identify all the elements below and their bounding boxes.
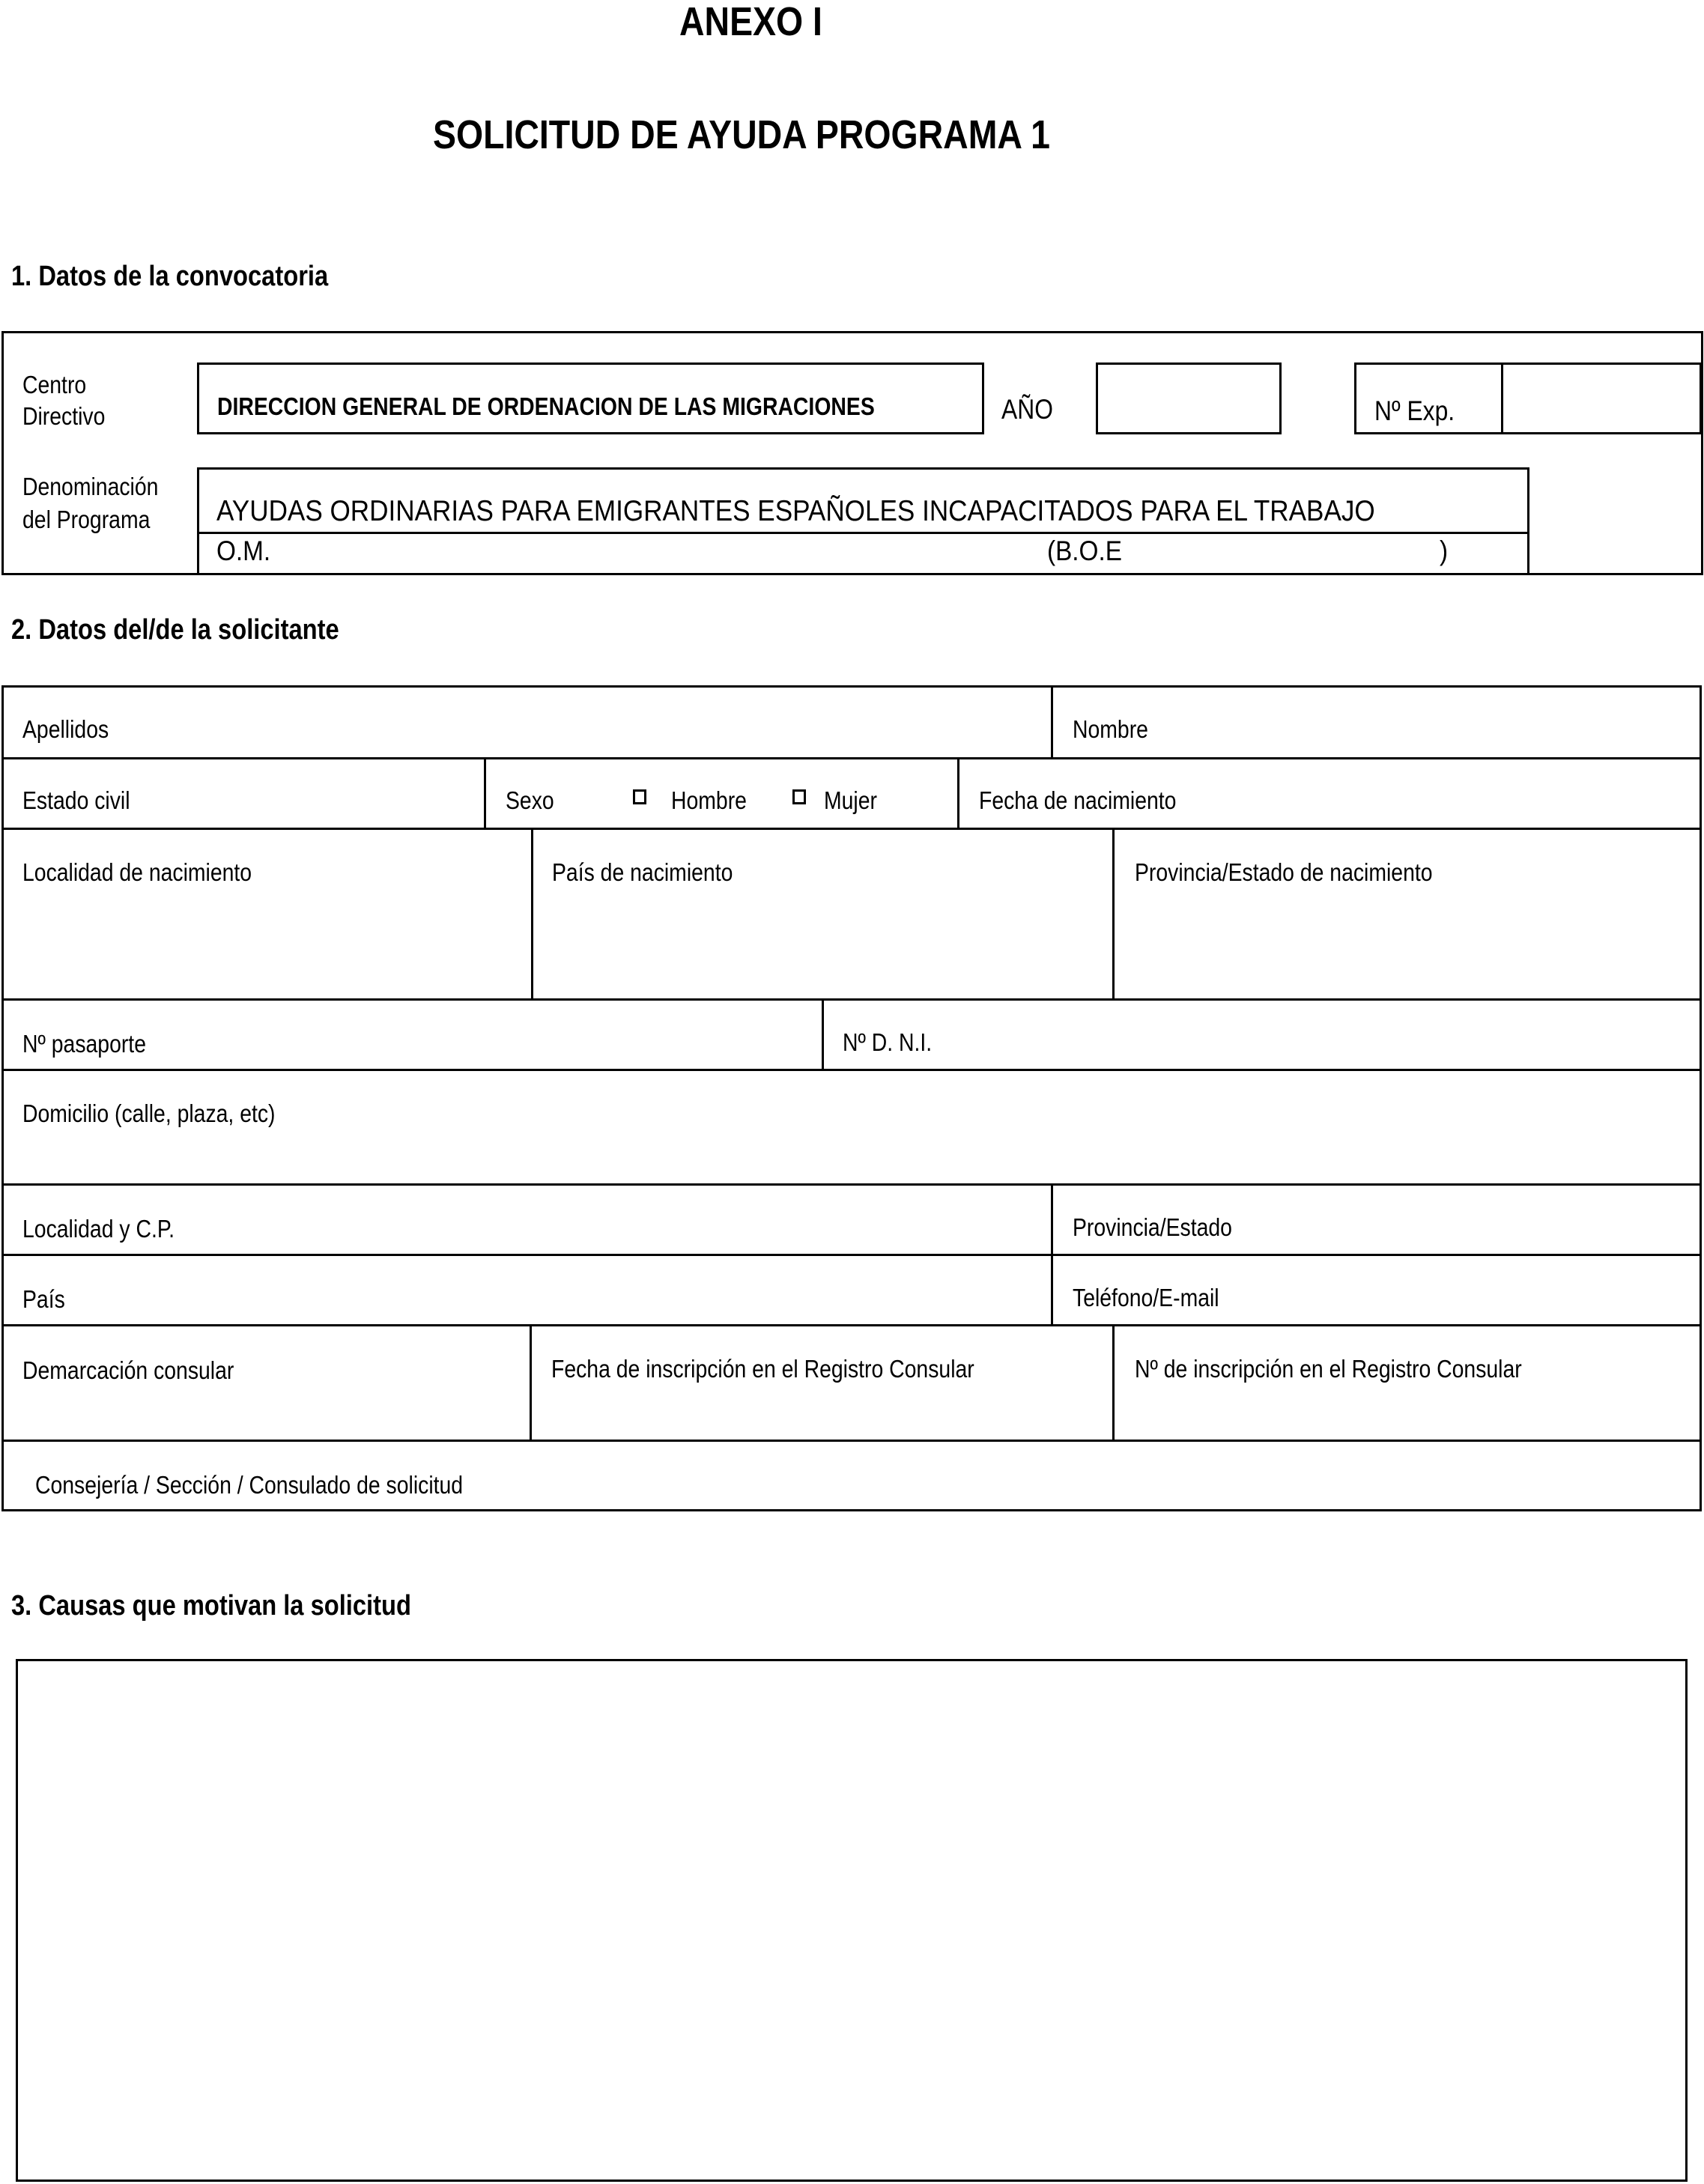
fecha-inscripcion-label: Fecha de inscripción en el Registro Consular — [551, 1355, 974, 1383]
dni-field[interactable] — [824, 1001, 1700, 1069]
causas-textarea[interactable] — [16, 1659, 1688, 2182]
annex-title: ANEXO I — [679, 0, 822, 44]
provincia-label: Provincia/Estado — [1073, 1213, 1232, 1241]
pasaporte-label: Nº pasaporte — [22, 1030, 146, 1058]
domicilio-field[interactable] — [4, 1071, 1700, 1183]
domicilio-label: Domicilio (calle, plaza, etc) — [22, 1099, 276, 1127]
centro-label-1: Centro — [22, 371, 87, 398]
telefono-label: Teléfono/E-mail — [1073, 1284, 1219, 1311]
provincia-nacimiento-field[interactable] — [1115, 830, 1700, 998]
mujer-label: Mujer — [824, 786, 877, 814]
localidad-nacimiento-label: Localidad de nacimiento — [22, 858, 252, 886]
boe-label[interactable]: (B.O.E — [1047, 536, 1122, 566]
pais-field[interactable] — [4, 1256, 1051, 1324]
demarcacion-label: Demarcación consular — [22, 1356, 234, 1384]
localidad-cp-label: Localidad y C.P. — [22, 1215, 175, 1243]
dni-label: Nº D. N.I. — [843, 1028, 933, 1056]
mujer-checkbox[interactable] — [792, 789, 806, 804]
exp-label: Nº Exp. — [1374, 395, 1455, 426]
nombre-field[interactable] — [1053, 688, 1700, 757]
hombre-checkbox[interactable] — [633, 789, 646, 804]
anio-field[interactable] — [1096, 363, 1282, 434]
consejeria-label: Consejería / Sección / Consulado de solicitud — [35, 1471, 464, 1499]
om-label[interactable]: O.M. — [216, 536, 271, 566]
estado-civil-label: Estado civil — [22, 786, 130, 814]
num-inscripcion-field[interactable] — [1115, 1326, 1700, 1440]
hombre-label: Hombre — [671, 786, 747, 814]
fecha-nacimiento-label: Fecha de nacimiento — [979, 786, 1177, 814]
num-inscripcion-label: Nº de inscripción en el Registro Consular — [1135, 1355, 1522, 1383]
section1-heading: 1. Datos de la convocatoria — [11, 261, 329, 292]
apellidos-field[interactable] — [4, 688, 1051, 757]
denominacion-label-2: del Programa — [22, 506, 151, 533]
exp-field[interactable] — [1505, 365, 1700, 432]
centro-label-2: Directivo — [22, 402, 106, 430]
section3-heading: 3. Causas que motivan la solicitud — [11, 1590, 411, 1622]
provincia-nacimiento-label: Provincia/Estado de nacimiento — [1135, 858, 1433, 886]
section2-heading: 2. Datos del/de la solicitante — [11, 614, 339, 646]
programa-value: AYUDAS ORDINARIAS PARA EMIGRANTES ESPAÑOLES INCAPACITADOS PARA EL TRABAJO — [216, 495, 1375, 527]
col-line — [484, 757, 486, 828]
pais-nacimiento-label: País de nacimiento — [552, 858, 733, 886]
centro-directivo-value: DIRECCION GENERAL DE ORDENACION DE LAS MIGRACIONES — [217, 392, 875, 420]
denominacion-label-1: Denominación — [22, 473, 159, 500]
apellidos-label: Apellidos — [22, 715, 109, 743]
form-title: SOLICITUD DE AYUDA PROGRAMA 1 — [433, 112, 1050, 157]
pais-nacimiento-field[interactable] — [533, 830, 1112, 998]
nombre-label: Nombre — [1073, 715, 1148, 743]
exp-divider — [1501, 363, 1503, 434]
anio-label: AÑO — [1001, 394, 1053, 425]
programa-divider — [197, 532, 1529, 534]
pais-label: País — [22, 1285, 65, 1313]
boe-close: ) — [1440, 536, 1449, 566]
fecha-inscripcion-field[interactable] — [532, 1326, 1112, 1440]
sexo-label: Sexo — [506, 786, 554, 814]
localidad-nacimiento-field[interactable] — [4, 830, 531, 998]
